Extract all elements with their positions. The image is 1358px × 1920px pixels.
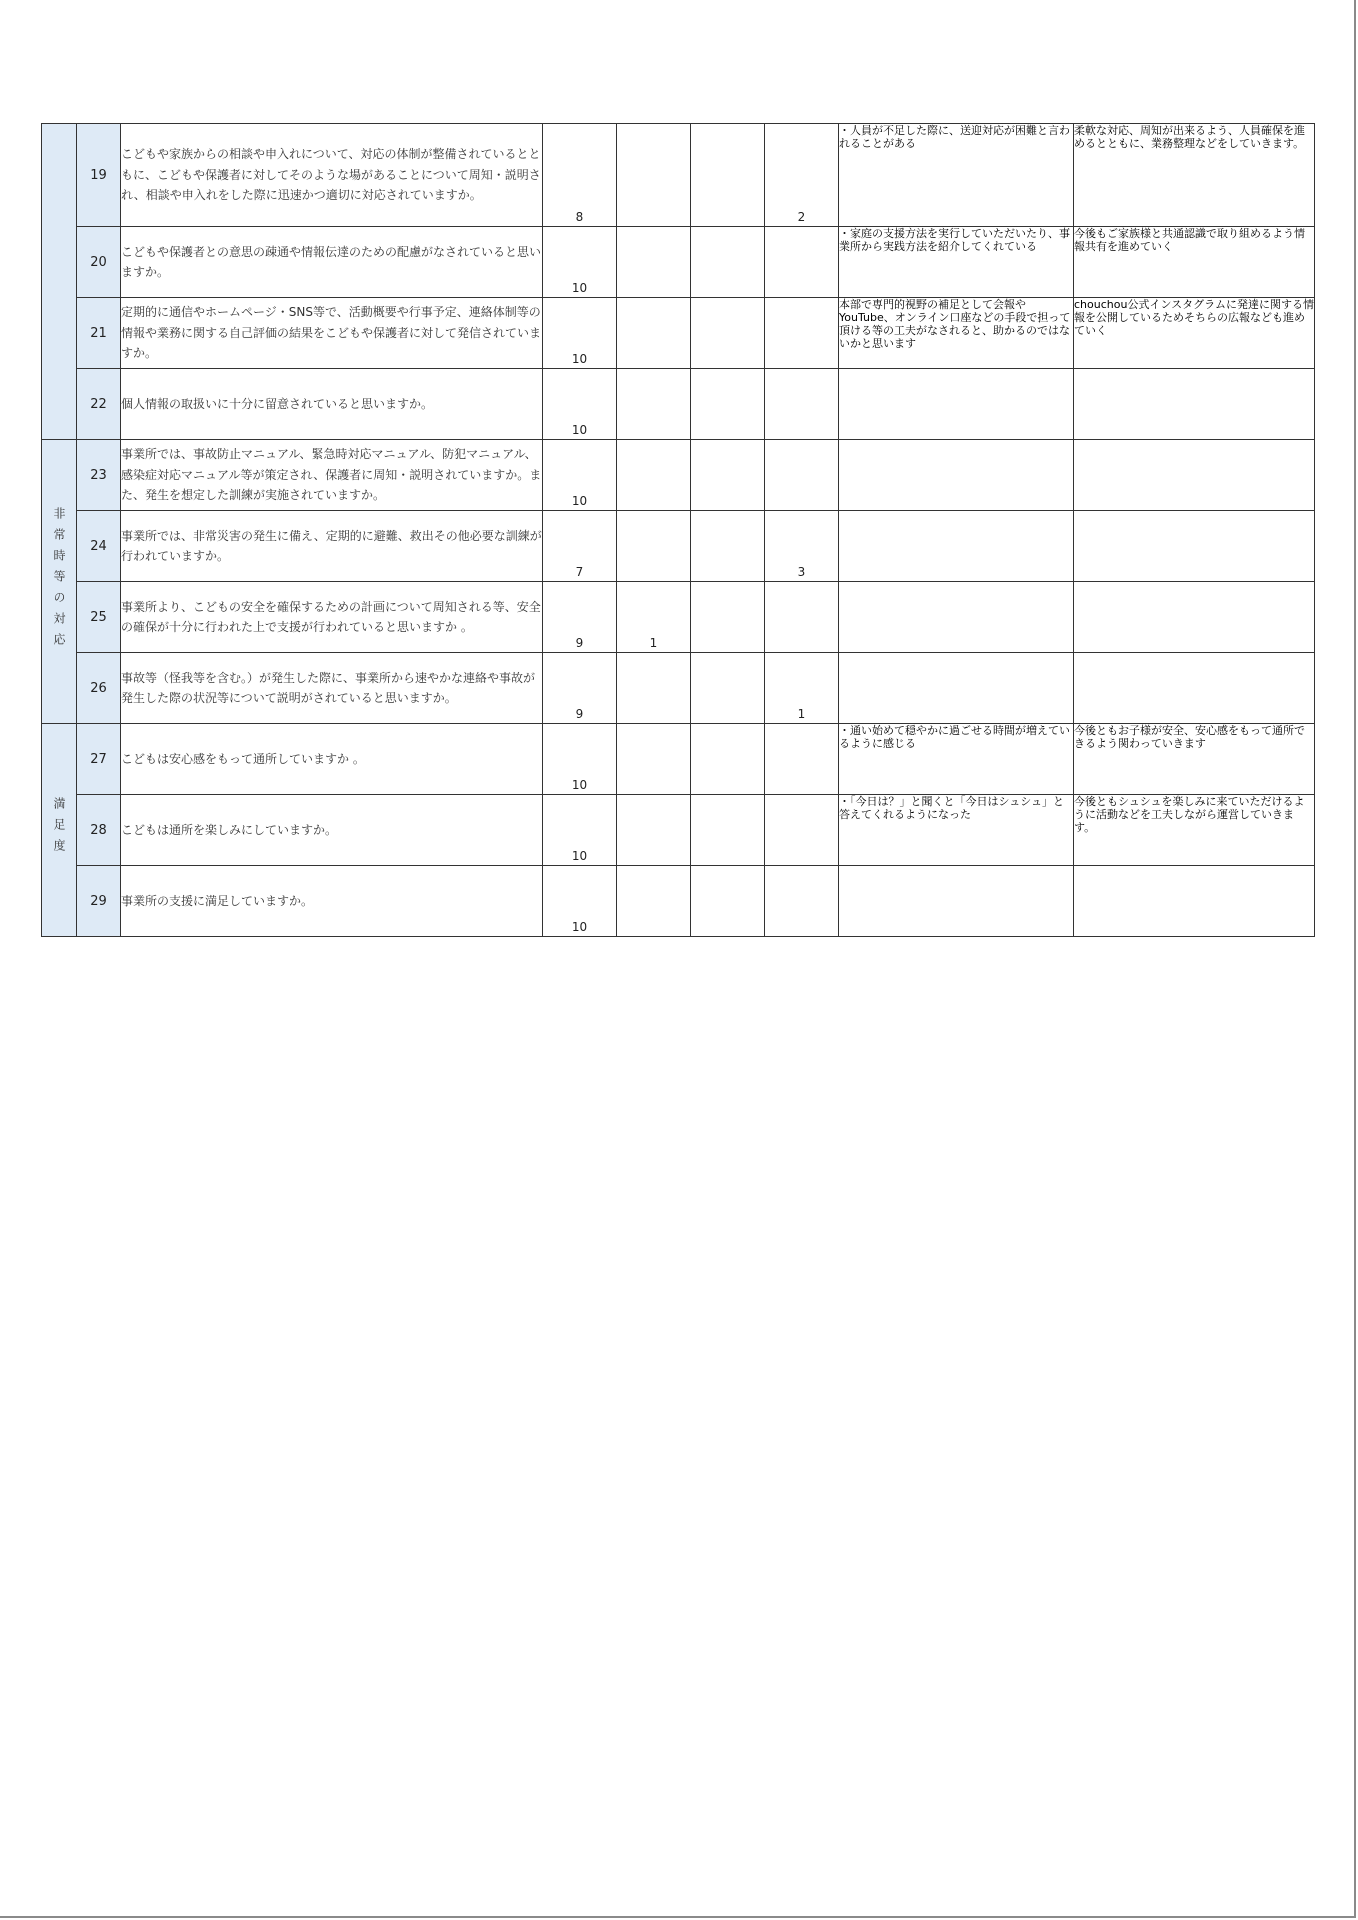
category-label: 非常時等の対応 <box>52 506 66 654</box>
count-value: 2 <box>797 210 806 224</box>
count-cell <box>617 653 691 724</box>
facility-response: 今後ともお子様が安全、安心感をもって通所できるよう関わっていきます <box>1074 724 1315 795</box>
count-value: 10 <box>571 778 588 792</box>
count-cell <box>543 582 617 653</box>
row-number: 29 <box>77 866 121 937</box>
category-cell <box>42 440 77 724</box>
count-cell <box>691 724 765 795</box>
parent-opinion: ・通い始めて穏やかに過ごせる時間が増えているように感じる <box>839 724 1074 795</box>
parent-opinion <box>839 440 1074 511</box>
count-value <box>617 934 690 936</box>
question-text: 事業所の支援に満足していますか。 <box>121 866 543 937</box>
table-row <box>42 227 1315 298</box>
count-cell <box>617 227 691 298</box>
table-row <box>42 582 1315 653</box>
row-number: 21 <box>77 298 121 369</box>
facility-response <box>1074 440 1315 511</box>
parent-opinion: ・人員が不足した際に、送迎対応が困難と言われることがある <box>839 124 1074 227</box>
question-text: こどもは通所を楽しみにしていますか。 <box>121 795 543 866</box>
count-cell <box>543 511 617 582</box>
table-row <box>42 124 1315 227</box>
facility-response: chouchou公式インスタグラムに発達に関する情報を公開しているためそちらの広報なども進めていく <box>1074 298 1315 369</box>
category-cell <box>42 724 77 937</box>
facility-response <box>1074 511 1315 582</box>
row-number: 27 <box>77 724 121 795</box>
row-number: 26 <box>77 653 121 724</box>
count-cell <box>691 582 765 653</box>
row-number: 20 <box>77 227 121 298</box>
parent-opinion <box>839 653 1074 724</box>
question-text: こどもや保護者との意思の疎通や情報伝達のための配慮がなされていると思いますか。 <box>121 227 543 298</box>
count-cell <box>691 227 765 298</box>
facility-response <box>1074 369 1315 440</box>
count-cell <box>765 369 839 440</box>
count-cell <box>765 440 839 511</box>
row-number: 25 <box>77 582 121 653</box>
table-row <box>42 511 1315 582</box>
count-value <box>691 934 764 936</box>
count-value: 1 <box>649 636 658 650</box>
count-cell <box>691 653 765 724</box>
count-value: 10 <box>571 281 588 295</box>
question-text: 定期的に通信やホームページ・SNS等で、活動概要や行事予定、連絡体制等の情報や業務に関する自己評価の結果をこどもや保護者に対して発信されていますか。 <box>121 298 543 369</box>
count-cell <box>691 298 765 369</box>
facility-response <box>1074 582 1315 653</box>
parent-opinion <box>839 369 1074 440</box>
facility-response: 今後もご家族様と共通認識で取り組めるよう情報共有を進めていく <box>1074 227 1315 298</box>
question-text: 事業所より、こどもの安全を確保するための計画について周知される等、安全の確保が十分に行われた上で支援が行われていると思いますか 。 <box>121 582 543 653</box>
parent-opinion <box>839 582 1074 653</box>
count-cell <box>691 369 765 440</box>
count-cell <box>617 124 691 227</box>
count-cell <box>765 866 839 937</box>
count-value: 10 <box>571 494 588 508</box>
count-cell <box>691 440 765 511</box>
count-cell <box>617 795 691 866</box>
count-value: 8 <box>575 210 584 224</box>
table-row <box>42 724 1315 795</box>
facility-response: 今後ともシュシュを楽しみに来ていただけるように活動などを工夫しながら運営していきます。 <box>1074 795 1315 866</box>
count-cell <box>543 369 617 440</box>
count-cell <box>617 724 691 795</box>
count-value <box>765 934 838 936</box>
table-row <box>42 795 1315 866</box>
count-cell <box>691 124 765 227</box>
count-cell <box>765 582 839 653</box>
count-value: 10 <box>571 352 588 366</box>
parent-opinion: ・「今日は？」と聞くと「今日はシュシュ」と答えてくれるようになった <box>839 795 1074 866</box>
count-value: 3 <box>797 565 806 579</box>
table-row <box>42 653 1315 724</box>
facility-response <box>1074 653 1315 724</box>
count-cell <box>543 653 617 724</box>
count-cell <box>617 369 691 440</box>
count-cell <box>617 511 691 582</box>
count-cell <box>765 124 839 227</box>
count-cell <box>543 124 617 227</box>
count-cell <box>543 724 617 795</box>
count-value: 9 <box>575 636 584 650</box>
count-value: 9 <box>575 707 584 721</box>
count-value: 10 <box>571 920 588 934</box>
row-number: 23 <box>77 440 121 511</box>
count-cell <box>543 795 617 866</box>
count-value: 1 <box>797 707 806 721</box>
count-cell <box>765 653 839 724</box>
count-cell <box>617 298 691 369</box>
count-cell <box>543 866 617 937</box>
question-text: 事故等（怪我等を含む。）が発生した際に、事業所から速やかな連絡や事故が発生した際の状況等について説明がされていると思いますか。 <box>121 653 543 724</box>
count-cell <box>617 582 691 653</box>
facility-response <box>1074 866 1315 937</box>
count-cell <box>765 724 839 795</box>
count-value: 7 <box>575 565 584 579</box>
count-value: 10 <box>571 423 588 437</box>
count-cell <box>543 440 617 511</box>
count-cell <box>617 440 691 511</box>
count-value: 10 <box>571 849 588 863</box>
count-cell <box>691 511 765 582</box>
row-number: 28 <box>77 795 121 866</box>
question-text: こどもは安心感をもって通所していますか 。 <box>121 724 543 795</box>
row-number: 19 <box>77 124 121 227</box>
category-cell <box>42 124 77 440</box>
table-row <box>42 866 1315 937</box>
count-cell <box>691 795 765 866</box>
count-cell <box>765 795 839 866</box>
count-cell <box>765 511 839 582</box>
question-text: 事業所では、事故防止マニュアル、緊急時対応マニュアル、防犯マニュアル、感染症対応マニュアル等が策定され、保護者に周知・説明されていますか。また、発生を想定した訓練が実施されていますか。 <box>121 440 543 511</box>
count-cell <box>543 227 617 298</box>
row-number: 22 <box>77 369 121 440</box>
count-cell <box>617 866 691 937</box>
count-cell <box>543 298 617 369</box>
count-cell <box>765 298 839 369</box>
category-label: 満足度 <box>52 797 66 860</box>
parent-opinion <box>839 866 1074 937</box>
table-row <box>42 298 1315 369</box>
table-row <box>42 440 1315 511</box>
table-row <box>42 369 1315 440</box>
question-text: 個人情報の取扱いに十分に留意されていると思いますか。 <box>121 369 543 440</box>
count-cell <box>765 227 839 298</box>
survey-table <box>41 123 1315 937</box>
parent-opinion: ・家庭の支援方法を実行していただいたり、事業所から実践方法を紹介してくれている <box>839 227 1074 298</box>
question-text: 事業所では、非常災害の発生に備え、定期的に避難、救出その他必要な訓練が行われていますか。 <box>121 511 543 582</box>
parent-opinion <box>839 511 1074 582</box>
question-text: こどもや家族からの相談や申入れについて、対応の体制が整備されているとともに、こどもや保護者に対してそのような場があることについて周知・説明され、相談や申入れをした際に迅速かつ適切に対応されていますか。 <box>121 124 543 227</box>
facility-response: 柔軟な対応、周知が出来るよう、人員確保を進めるとともに、業務整理などをしていきます。 <box>1074 124 1315 227</box>
parent-opinion: 本部で専門的視野の補足として会報やYouTube、オンライン口座などの手段で担って頂ける等の工夫がなされると、助かるのではないかと思います <box>839 298 1074 369</box>
count-cell <box>691 866 765 937</box>
row-number: 24 <box>77 511 121 582</box>
